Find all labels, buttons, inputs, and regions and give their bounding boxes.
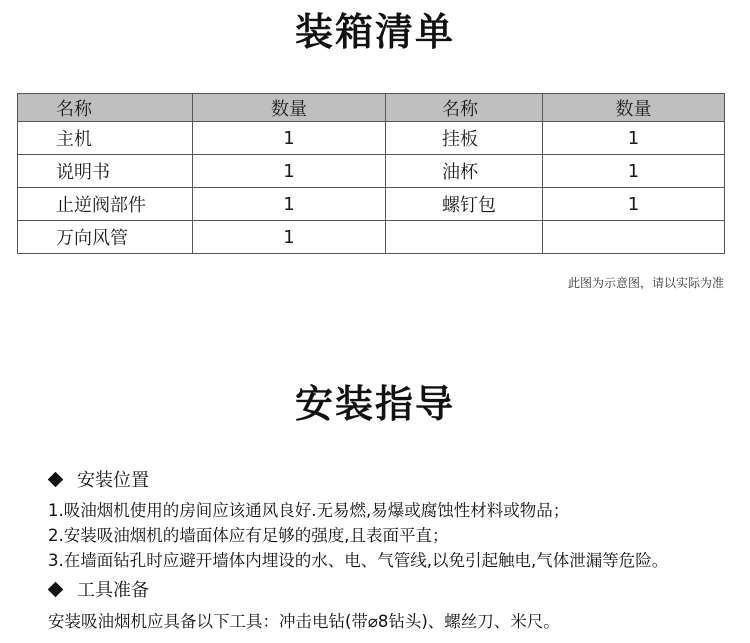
item-name: 挂板 xyxy=(386,122,543,155)
section-heading-text: 工具准备 xyxy=(77,580,149,601)
guide-line: 1.吸油烟机使用的房间应该通风良好.无易燃,易爆或腐蚀性材料或物品； xyxy=(48,501,570,520)
header-name-2: 名称 xyxy=(386,94,543,122)
item-qty: 1 xyxy=(193,122,386,155)
item-qty: 1 xyxy=(193,155,386,188)
table-row xyxy=(18,221,725,254)
guide-line: 2.安装吸油烟机的墙面体应有足够的强度,且表面平直； xyxy=(48,526,449,545)
item-qty xyxy=(543,221,725,254)
item-name: 止逆阀部件 xyxy=(18,188,193,221)
header-qty-2: 数量 xyxy=(543,94,725,122)
header-name-1: 名称 xyxy=(18,94,193,122)
section-heading-text: 安装位置 xyxy=(77,470,149,491)
item-name: 主机 xyxy=(18,122,193,155)
packing-list-table xyxy=(17,93,725,254)
item-name xyxy=(386,221,543,254)
packing-list-title: 装箱清单 xyxy=(294,10,455,54)
item-qty: 1 xyxy=(193,188,386,221)
item-qty: 1 xyxy=(543,155,725,188)
item-qty: 1 xyxy=(543,122,725,155)
item-qty: 1 xyxy=(193,221,386,254)
diamond-bullet-icon xyxy=(48,471,64,487)
diamond-bullet-icon xyxy=(48,581,64,597)
illustration-disclaimer: 此图为示意图，请以实际为准 xyxy=(567,276,724,290)
guide-line: 安装吸油烟机应具备以下工具：冲击电钻(带⌀8钻头)、螺丝刀、米尺。 xyxy=(48,612,560,631)
item-name: 螺钉包 xyxy=(386,188,543,221)
header-qty-1: 数量 xyxy=(193,94,386,122)
item-name: 说明书 xyxy=(18,155,193,188)
section-heading-tools xyxy=(48,576,149,602)
table-header-row xyxy=(18,94,725,122)
table-row xyxy=(18,155,725,188)
guide-line: 3.在墙面钻孔时应避开墙体内埋设的水、电、气管线,以免引起触电,气体泄漏等危险。 xyxy=(48,551,669,570)
installation-guide-title: 安装指导 xyxy=(294,382,455,426)
item-name: 万向风管 xyxy=(18,221,193,254)
section-heading-location xyxy=(48,466,149,492)
table-row xyxy=(18,188,725,221)
table-row xyxy=(18,122,725,155)
item-name: 油杯 xyxy=(386,155,543,188)
item-qty: 1 xyxy=(543,188,725,221)
